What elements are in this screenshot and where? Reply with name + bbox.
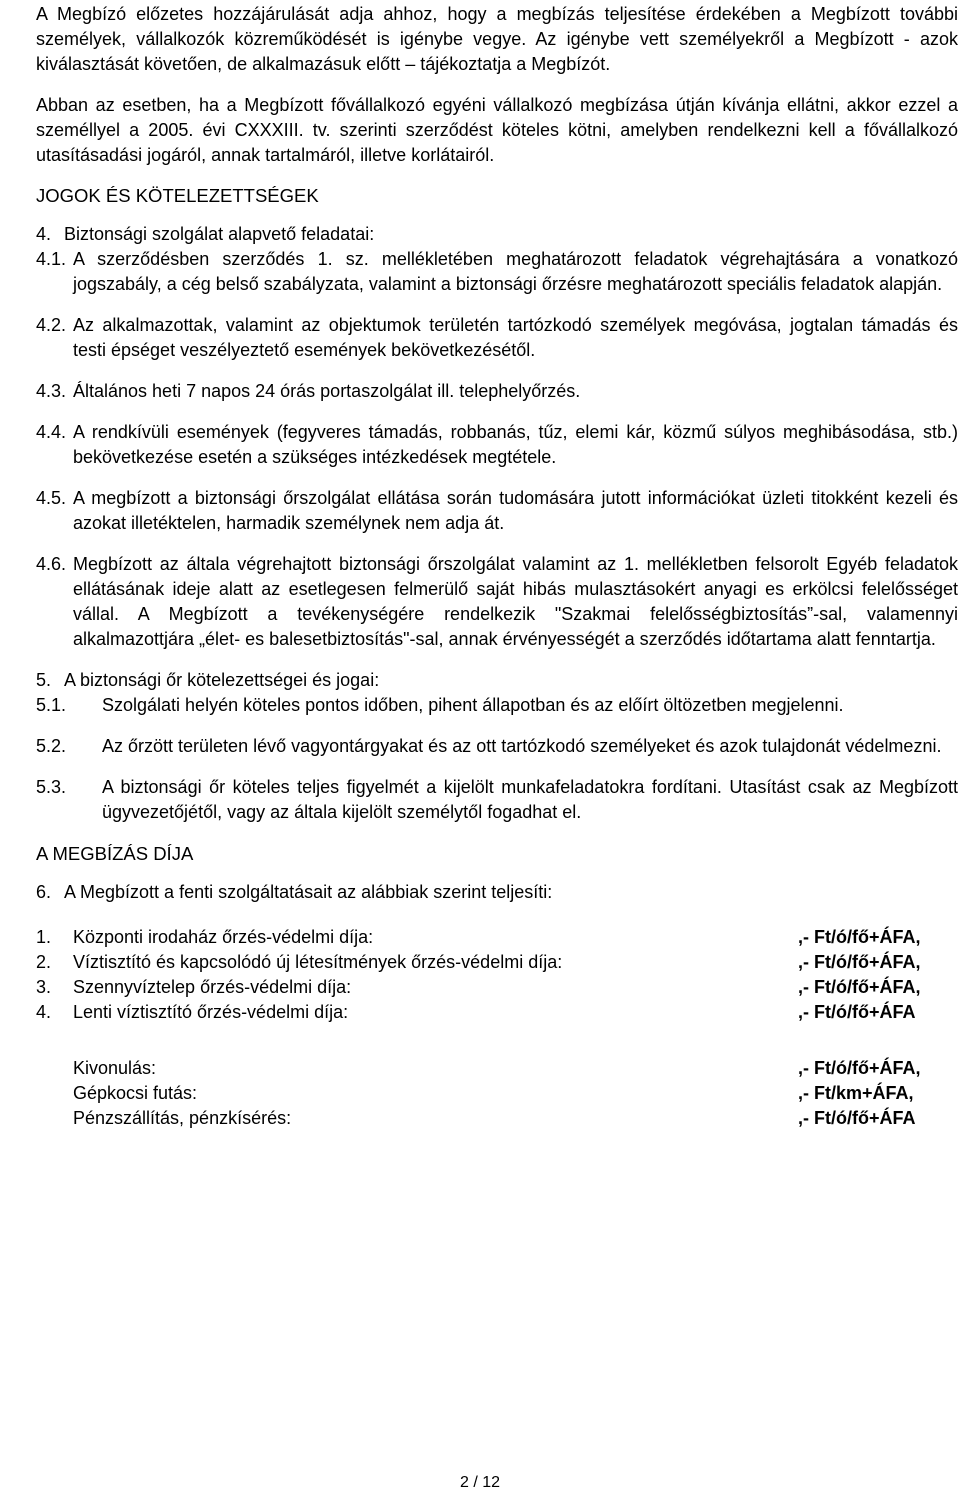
item-number: 4.6. [36,554,67,574]
item-4-5 [36,486,958,536]
item-text: A szerződésben szerződés 1. sz. mellékletében meghatározott feladatok végrehajtására a vonatkozó jogszabály, a cég belső szabályzata, valamint a biztonsági őrzésre meghatározott speciális feladatok alapján. [73,249,958,294]
section-heading-rights: JOGOK ÉS KÖTELEZETTSÉGEK [36,185,319,206]
fee-number: 2. [36,952,52,972]
item-4-3 [36,379,958,404]
extra-fee-price: ,- Ft/km+ÁFA, [798,1083,914,1103]
fee-number: 4. [36,1002,52,1022]
item-5-2 [36,734,958,759]
document-page [36,2,958,1131]
item-5-heading [36,668,958,693]
fee-row [36,925,958,950]
extra-fee-price: ,- Ft/ó/fő+ÁFA, [798,1058,921,1078]
fee-price: ,- Ft/ó/fő+ÁFA, [798,952,921,972]
item-text: Szolgálati helyén köteles pontos időben, pihent állapotban és az előírt öltözetben megjelenni. [102,695,844,715]
item-number: 4. [36,224,52,244]
item-text: A megbízott a biztonsági őrszolgálat ellátása során tudomására jutott információkat üzleti titokként kezeli és azokat illetéktelen, harmadik személynek nem adja át. [73,488,958,533]
page-number: 2 / 12 [459,1474,501,1491]
item-5-3 [36,775,958,825]
extra-fee-row [73,1081,958,1106]
fee-label: Víztisztító és kapcsolódó új létesítmények őrzés-védelmi díja: [73,952,563,972]
item-6-heading [36,880,958,905]
fee-row [36,950,958,975]
extra-fee-label: Gépkocsi futás: [73,1083,198,1103]
item-number: 5.2. [36,736,67,756]
item-number: 6. [36,882,52,902]
item-text: A biztonsági őr köteles teljes figyelmét a kijelölt munkafeladatokra fordítani. Utasítást csak az Megbízott ügyvezetőjétől, vagy az általa kijelölt személytől fogadhat el. [102,777,958,822]
item-number: 4.4. [36,422,67,442]
item-5-1 [36,693,958,718]
extra-fee-list [36,1056,958,1131]
extra-fee-row [73,1106,958,1131]
fee-list [36,925,958,1025]
intro-paragraph-1: A Megbízó előzetes hozzájárulását adja ahhoz, hogy a megbízás teljesítése érdekében a Megbízott további személyek, vállalkozók közreműködését is igénybe vegye. Az igénybe vett személyekről a Megbízott - azok kiválasztását követően, de alkalmazásuk előtt – tájékoztatja a Megbízót. [36,4,958,74]
item-text: Megbízott az általa végrehajtott biztonsági őrszolgálat valamint az 1. mellékletben felsorolt Egyéb feladatok ellátásának ideje alatt az esetlegesen felmerülő saját hibás mulasztásokért anyagi es erkölcsi felelősséget vállal. A Megbízott a tevékenységére rendelkezik "Szakmai felelősségbiztosítás”-sal, valamennyi alkalmazottjára „élet- es balesetbiztosítás"-sal, annak érvényességét a szerződés időtartama alatt fenntartja. [73,554,958,649]
item-text: Az őrzött területen lévő vagyontárgyakat és az ott tartózkodó személyeket és azok tulajdonát védelmezni. [102,736,942,756]
item-text: Az alkalmazottak, valamint az objektumok területén tartózkodó személyek megóvása, jogtalan támadás és testi épséget veszélyeztető események bekövetkezésétől. [73,315,958,360]
item-number: 4.1. [36,249,67,269]
item-text: A biztonsági őr kötelezettségei és jogai: [64,670,380,690]
item-number: 5. [36,670,52,690]
item-number: 4.3. [36,381,67,401]
intro-paragraph-2: Abban az esetben, ha a Megbízott fővállalkozó egyéni vállalkozó megbízása útján kívánja ellátni, akkor ezzel a személlyel a 2005. évi CXXXIII. tv. szerinti szerződést köteles kötni, amelyben rendelkezni kell a fővállalkozó utasításadási jogáról, annak tartalmáról, illetve korlátairól. [36,95,958,165]
item-text: Biztonsági szolgálat alapvető feladatai: [64,224,375,244]
fee-price: ,- Ft/ó/fő+ÁFA, [798,977,921,997]
item-number: 5.3. [36,777,67,797]
extra-fee-label: Kivonulás: [73,1058,157,1078]
item-text: A Megbízott a fenti szolgáltatásait az alábbiak szerint teljesíti: [64,882,553,902]
item-4-heading [36,222,958,247]
fee-row [36,975,958,1000]
item-number: 5.1. [36,695,67,715]
fee-label: Központi irodaház őrzés-védelmi díja: [73,927,374,947]
item-text: A rendkívüli események (fegyveres támadás, robbanás, tűz, elemi kár, közmű súlyos meghibásodása, stb.) bekövetkezése esetén a szükséges intézkedések megtétele. [73,422,958,467]
extra-fee-label: Pénzszállítás, pénzkísérés: [73,1108,292,1128]
fee-number: 3. [36,977,52,997]
fee-label: Lenti víztisztító őrzés-védelmi díja: [73,1002,349,1022]
fee-row [36,1000,958,1025]
item-4-4 [36,420,958,470]
item-4-6 [36,552,958,652]
fee-price: ,- Ft/ó/fő+ÁFA, [798,927,921,947]
extra-fee-row [73,1056,958,1081]
item-number: 4.5. [36,488,67,508]
item-text: Általános heti 7 napos 24 órás portaszolgálat ill. telephelyőrzés. [73,381,581,401]
item-4-1 [36,247,958,297]
fee-number: 1. [36,927,52,947]
fee-label: Szennyvíztelep őrzés-védelmi díja: [73,977,352,997]
extra-fee-price: ,- Ft/ó/fő+ÁFA [798,1108,916,1128]
fee-price: ,- Ft/ó/fő+ÁFA [798,1002,916,1022]
item-number: 4.2. [36,315,67,335]
section-heading-fee: A MEGBÍZÁS DÍJA [36,843,194,864]
item-4-2 [36,313,958,363]
